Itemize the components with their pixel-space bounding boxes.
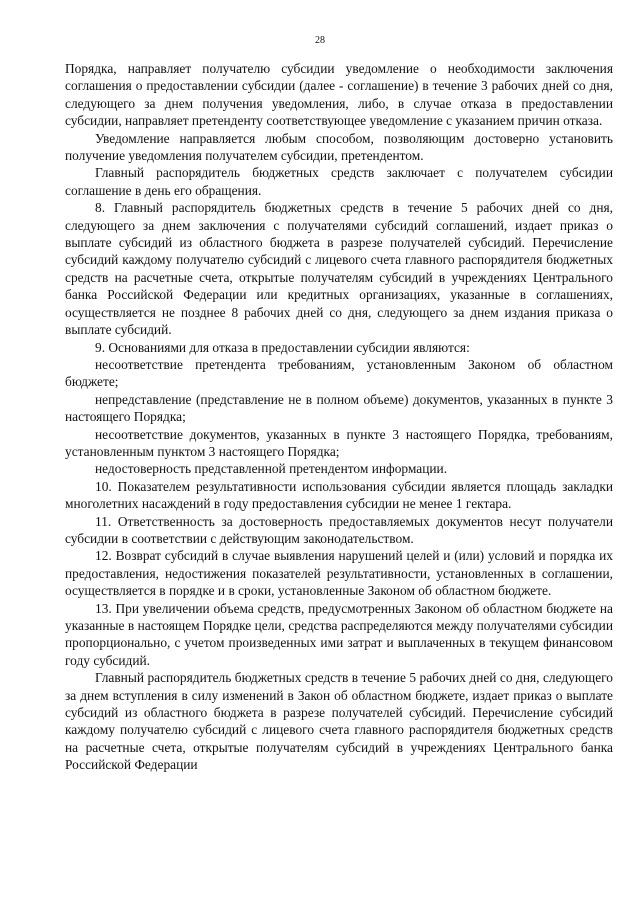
page-number: 28 bbox=[315, 35, 325, 46]
paragraph-5: 9. Основаниями для отказа в предоставлении субсидии являются: bbox=[95, 339, 470, 355]
paragraph-10: 10. Показателем результативности использования субсидии является площадь закладки многолетних насаждений в году предоставления субсидии не менее 1 гектара. bbox=[65, 478, 613, 512]
paragraph-4: 8. Главный распорядитель бюджетных средств в течение 5 рабочих дней со дня, следующего за днем заключения с получателями субсидий соглашений, издает приказ о выплате субсидий из областного бюджета в разрезе получателей субсидий. Перечисление субсидий каждому получателю субсидий с лицевого счета главного распорядителя бюджетных средств на расчетные счета, открытые получателям субсидий в учреждениях Центрального банка Российской Федерации или кредитных организациях, указанные в соглашениях, осуществляется не позднее 8 рабочих дней со дня, следующего за днем издания приказа о выплате субсидий. bbox=[65, 200, 613, 338]
paragraph-2: Уведомление направляется любым способом, позволяющим достоверно установить получение уведомления получателем субсидии, претендентом. bbox=[65, 130, 613, 164]
paragraph-13: 13. При увеличении объема средств, предусмотренных Законом об областном бюджете на указанные в настоящем Порядке цели, средства распределяются между получателями субсидии пропорционально, с учетом произведенных ими затрат и выплаченных в текущем финансовом году субсидий. bbox=[65, 600, 613, 668]
paragraph-11: 11. Ответственность за достоверность предоставляемых документов несут получатели субсидии в соответствии с действующим законодательством. bbox=[65, 513, 613, 546]
paragraph-7: непредставление (представление не в полном объеме) документов, указанных в пункте 3 настоящего Порядка; bbox=[65, 391, 613, 425]
paragraph-6: несоответствие претендента требованиям, установленным Законом об областном бюджете; bbox=[65, 356, 613, 390]
document-body bbox=[65, 60, 613, 774]
paragraph-3: Главный распорядитель бюджетных средств заключает с получателем субсидии соглашение в день его обращения. bbox=[65, 165, 613, 198]
paragraph-14: Главный распорядитель бюджетных средств в течение 5 рабочих дней со дня, следующего за днем вступления в силу изменений в Закон об областном бюджете, издает приказ о выплате субсидий из областного бюджета в разрезе получателей субсидий. Перечисление субсидий каждому получателю субсидий с лицевого счета главного распорядителя бюджетных средств на расчетные счета, открытые получателям субсидий в учреждениях Центрального банка Российской Федерации bbox=[65, 670, 613, 773]
paragraph-1: Порядка, направляет получателю субсидии уведомление о необходимости заключения соглашения о предоставлении субсидии (далее - соглашение) в течение 3 рабочих дней со дня, следующего за днем получения уведомления, либо, в случае отказа в предоставлении субсидии, направляет претенденту соответствующее уведомление с указанием причин отказа. bbox=[65, 61, 613, 129]
paragraph-9: недостоверность представленной претендентом информации. bbox=[95, 461, 448, 477]
paragraph-8: несоответствие документов, указанных в пункте 3 настоящего Порядка, требованиям, установленным пунктом 3 настоящего Порядка; bbox=[65, 426, 613, 459]
paragraph-12: 12. Возврат субсидий в случае выявления нарушений целей и (или) условий и порядка их предоставления, недостижения показателей результативности, установленных в соглашении, осуществляется в порядке и в сроки, установленные Законом об областном бюджете. bbox=[65, 548, 613, 599]
